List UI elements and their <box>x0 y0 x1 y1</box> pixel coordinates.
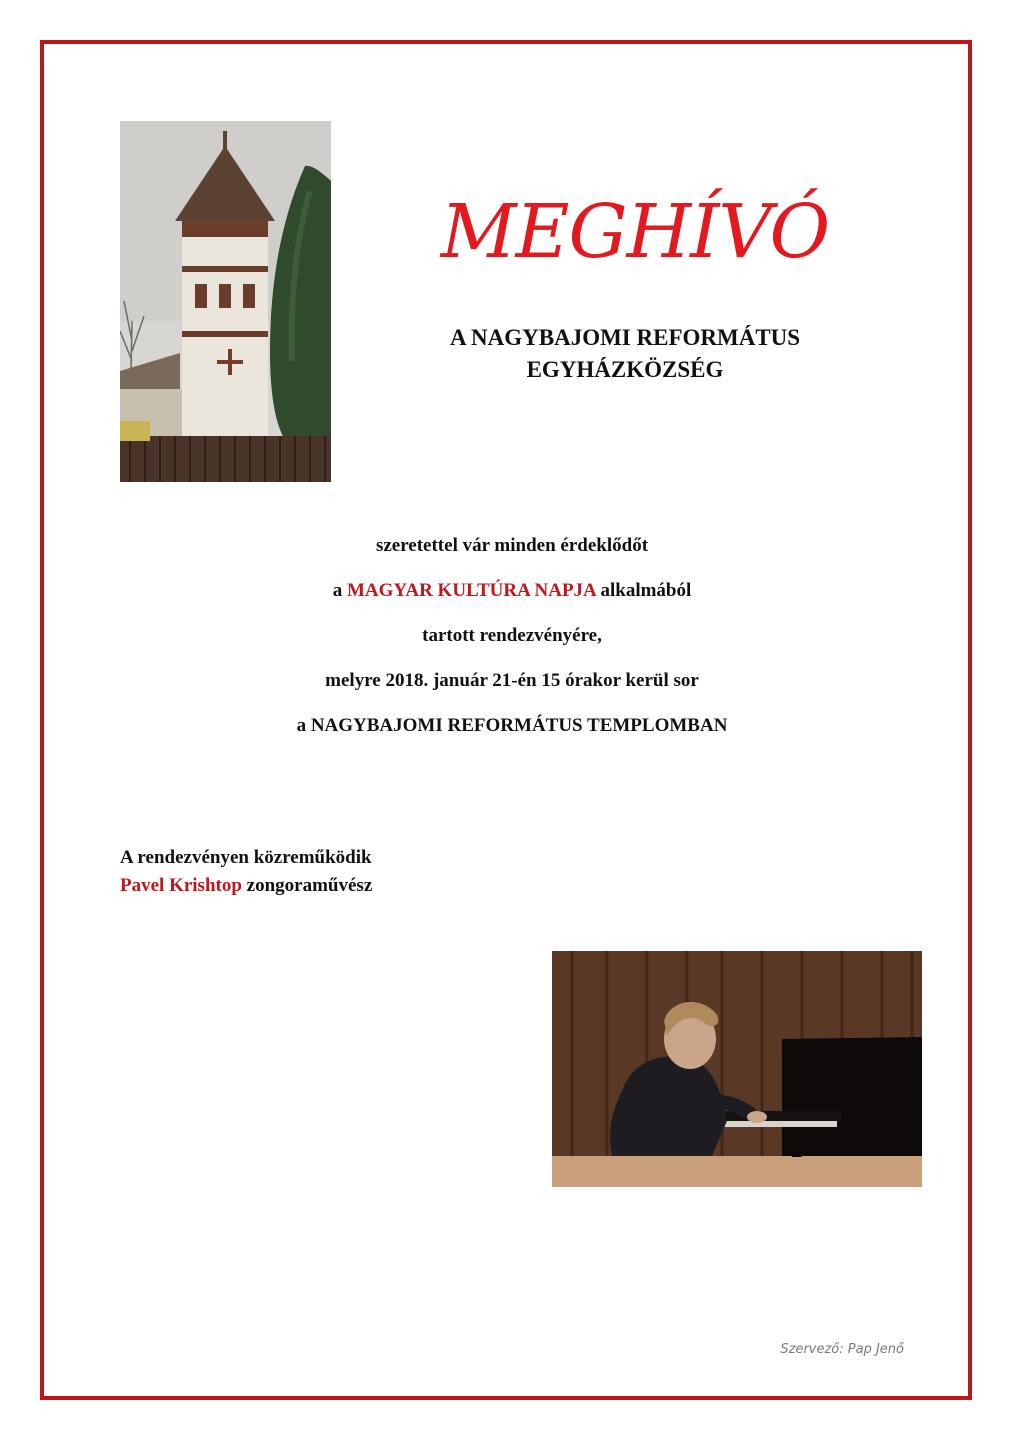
body-line-1: szeretettel vár minden érdeklődőt <box>375 535 649 556</box>
organizer-credit: Szervező: Pap Jenő <box>780 1342 904 1357</box>
performer-intro: A rendezvényen közreműködik <box>120 847 372 868</box>
body-line-5: a NAGYBAJOMI REFORMÁTUS TEMPLOMBAN <box>296 715 728 736</box>
performer-info <box>120 844 620 900</box>
event-name: MAGYAR KULTÚRA NAPJA <box>346 580 596 601</box>
body-line-3: tartott rendezvényére, <box>422 625 602 646</box>
org-line-1: A NAGYBAJOMI REFORMÁTUS <box>449 325 801 350</box>
performer-role: zongoraművész <box>241 875 373 896</box>
body-line-4: melyre 2018. január 21-én 15 órakor kerül sor <box>325 670 699 691</box>
body-line-2-prefix: a <box>332 580 347 601</box>
body-line-2 <box>120 578 904 623</box>
church-photo <box>120 121 331 482</box>
performer-name: Pavel Krishtop <box>120 875 242 896</box>
pianist-photo <box>552 951 922 1187</box>
invitation-body <box>120 533 904 758</box>
invitation-title: MEGHÍVÓ <box>440 189 830 275</box>
performer-line <box>120 872 620 900</box>
org-line-2: EGYHÁZKÖZSÉG <box>526 357 724 382</box>
body-line-2-suffix: alkalmából <box>595 580 692 601</box>
organization-name <box>380 322 870 386</box>
